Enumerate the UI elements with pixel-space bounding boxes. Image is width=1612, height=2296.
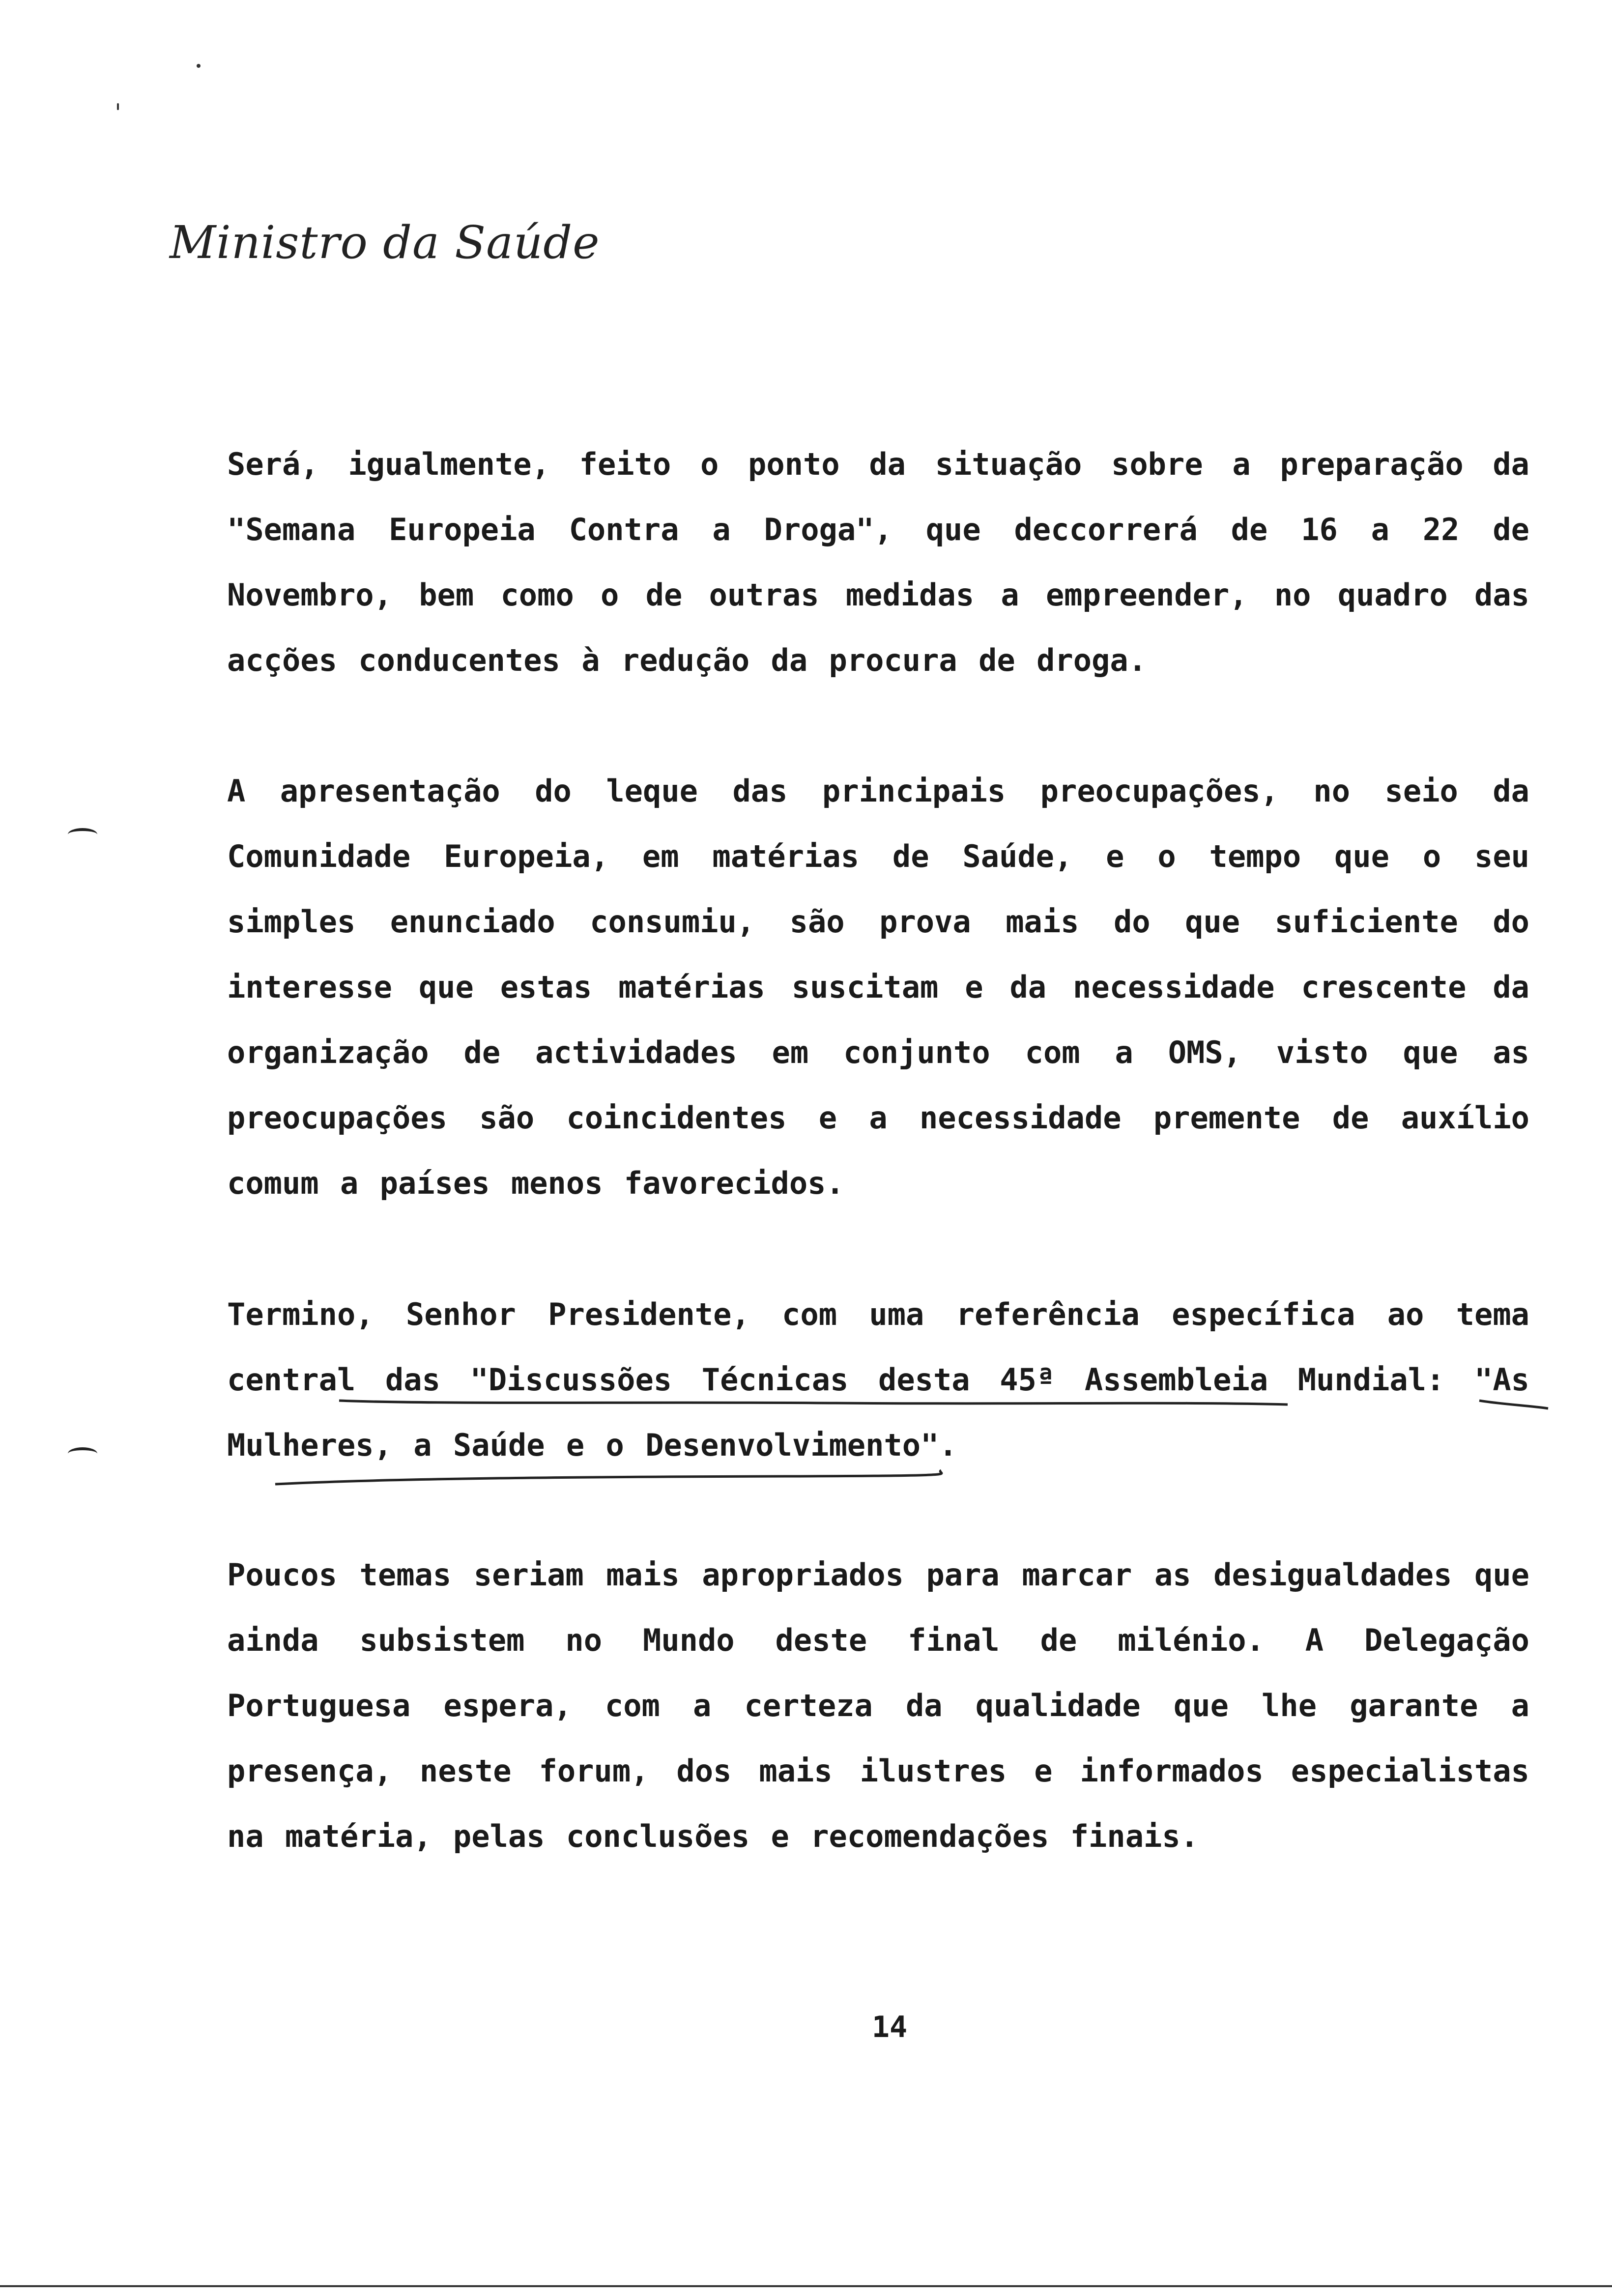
scan-edge-line — [0, 2285, 1612, 2287]
paragraph-4: Poucos temas seriam mais apropriados para marcar as desigualdades que ainda subsistem no Mundo deste final de milénio. A Delegação Portuguesa espera, com a certeza da qualidade que lhe garante a presença, neste forum, dos mais ilustres e informados especialistas na matéria, pelas conclusões e recomendações finais. — [227, 1557, 1529, 1854]
letterhead: Ministro da Saúde — [170, 216, 600, 269]
scan-speck — [117, 103, 119, 110]
scan-speck — [197, 64, 201, 68]
page-number: 14 — [871, 2010, 908, 2044]
paragraph-3: Termino, Senhor Presidente, com uma referência específica ao tema central das "Discussões Técnicas desta 45ª Assembleia Mundial: "As Mulheres, a Saúde e o Desenvolvimento". — [227, 1296, 1529, 1463]
margin-mark — [68, 1447, 97, 1460]
paragraph-2: A apresentação do leque das principais preocupações, no seio da Comunidade Europeia, em matérias de Saúde, e o tempo que o seu simples enunciado consumiu, são prova mais do que suficiente do interesse que estas matérias suscitam e da necessidade crescente da organização de actividades em conjunto com a OMS, visto que as preocupações são coincidentes e a necessidade premente de auxílio comum a países menos favorecidos. — [227, 773, 1529, 1201]
margin-mark — [68, 828, 97, 841]
paragraph-1: Será, igualmente, feito o ponto da situação sobre a preparação da "Semana Europeia Contra a Droga", que deccorrerá de 16 a 22 de Novembro, bem como o de outras medidas a empreender, no quadro das acções conducentes à redução da procura de droga. — [227, 446, 1529, 678]
